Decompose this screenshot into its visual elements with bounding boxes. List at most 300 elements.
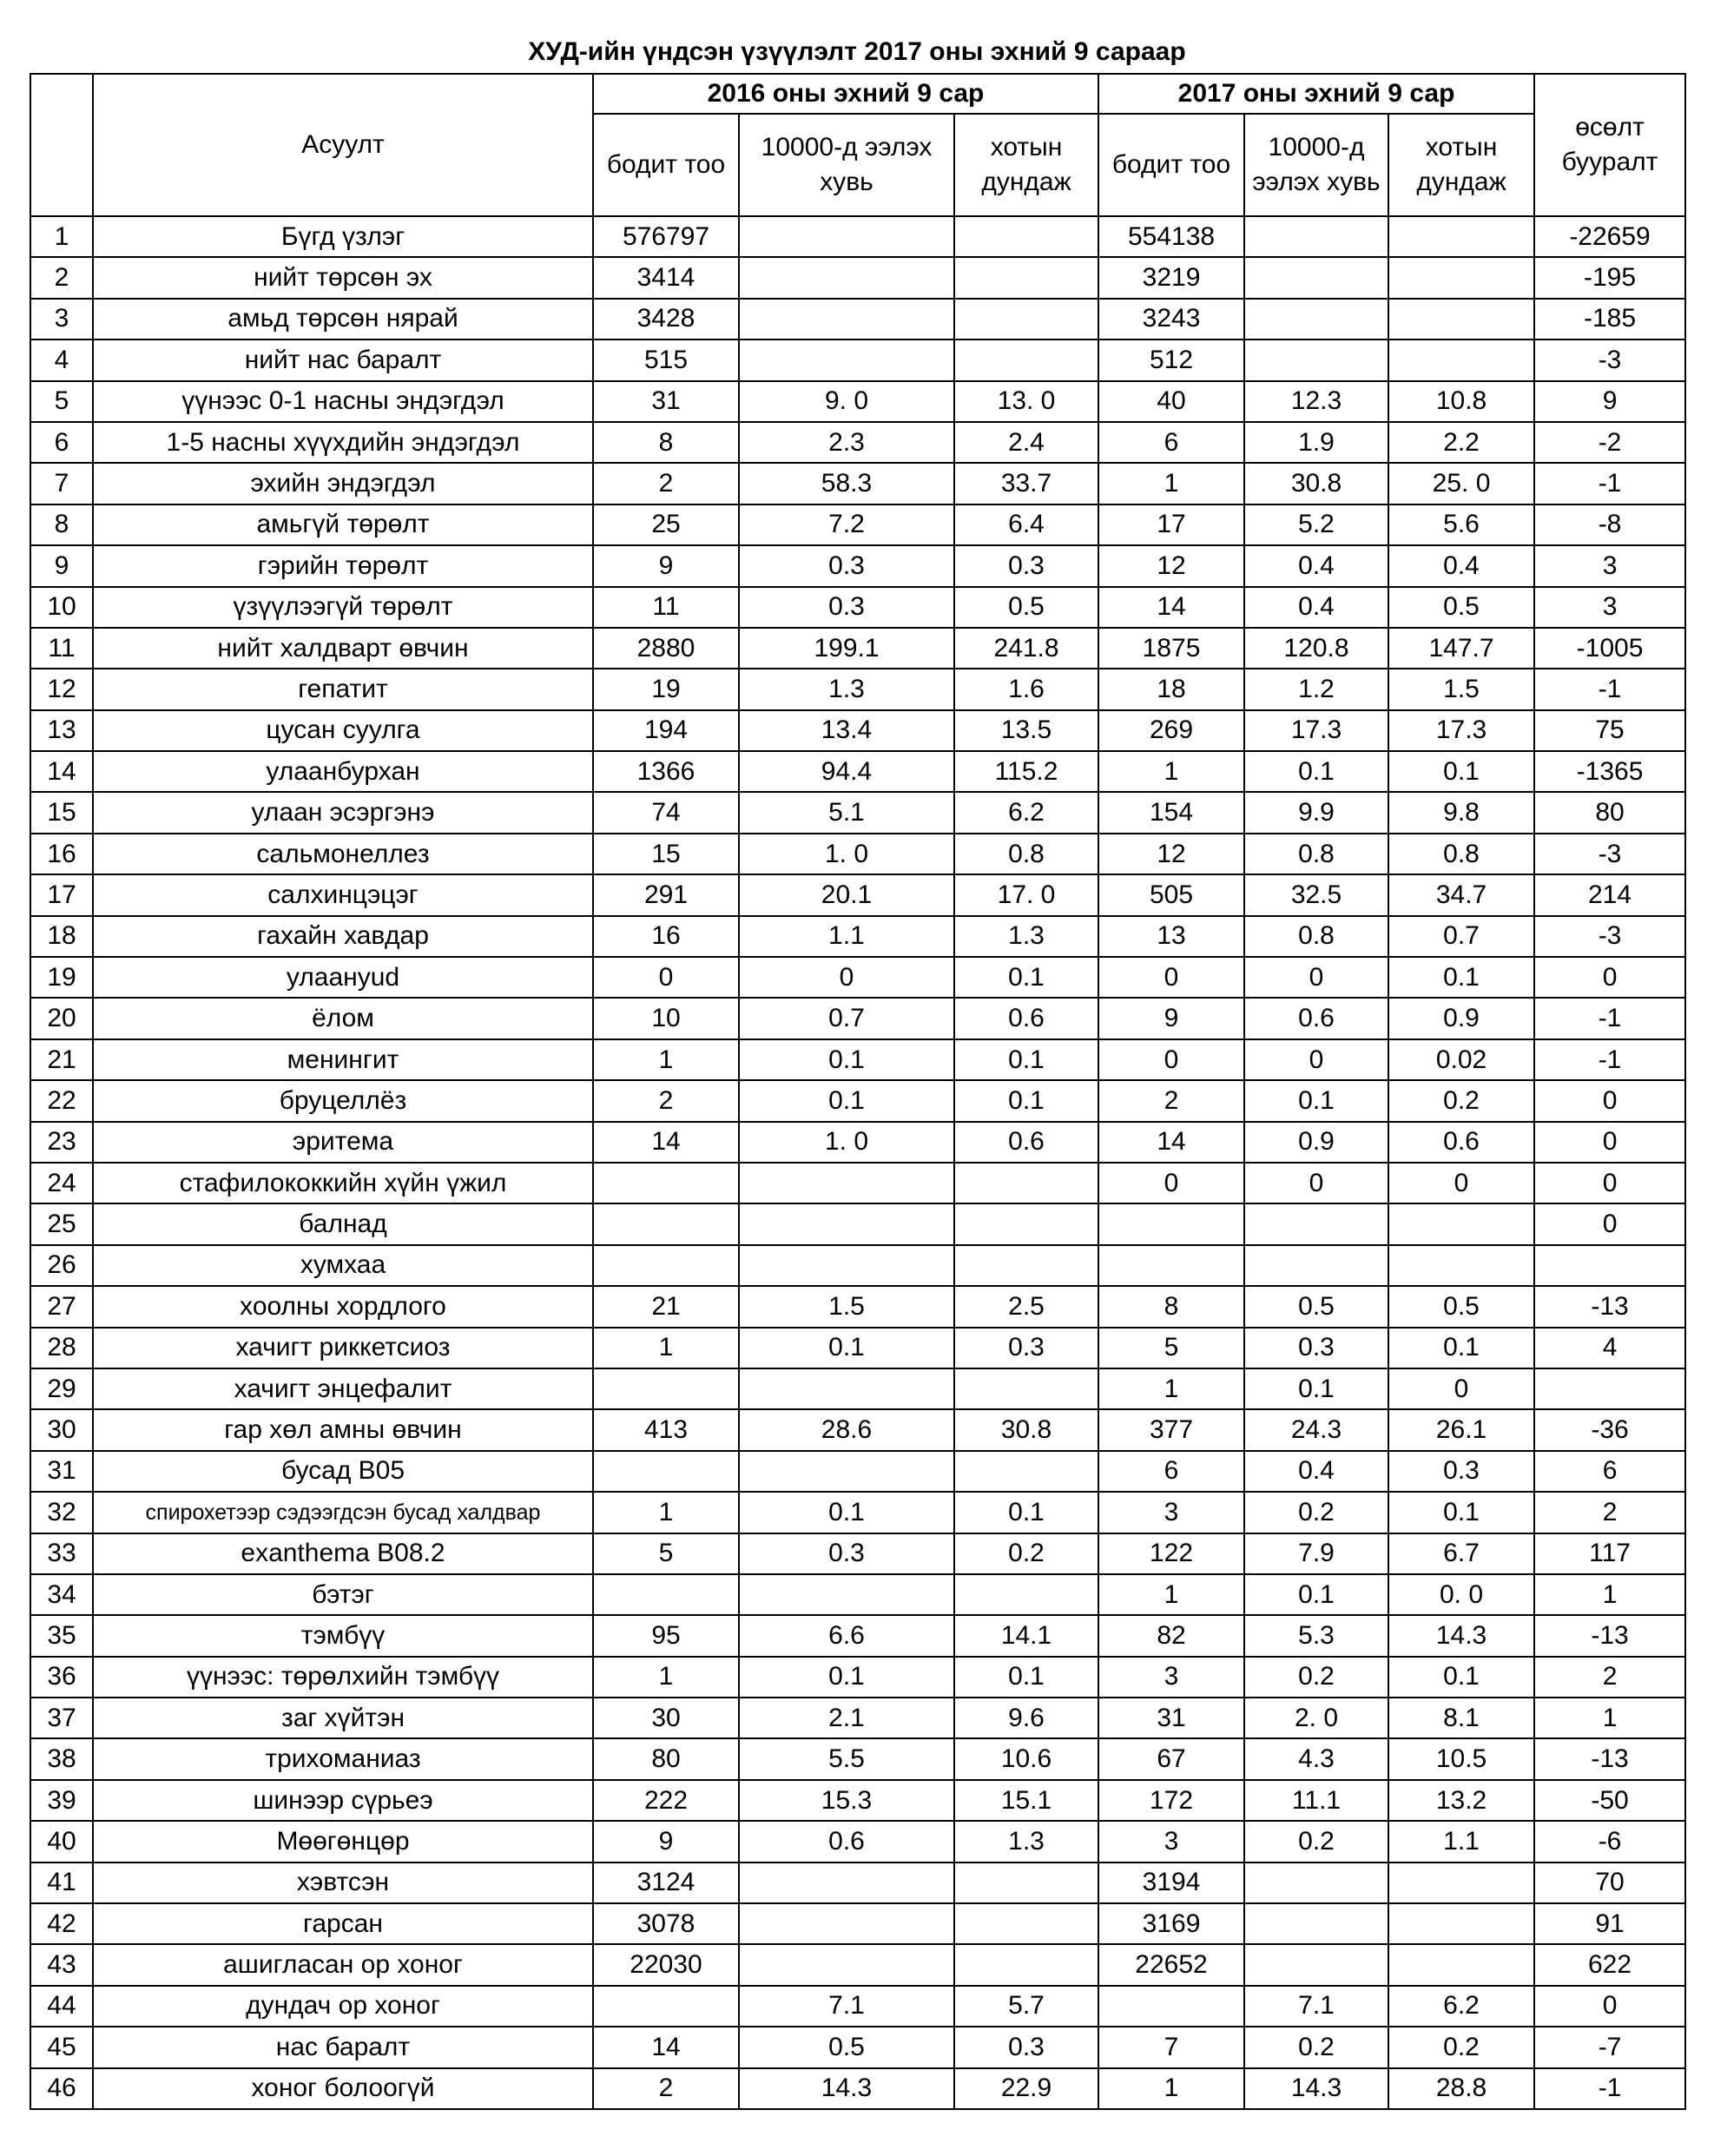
cell-row-number: 10 — [30, 587, 93, 628]
cell-city-avg-2017: 2.2 — [1388, 422, 1534, 463]
cell-rate-2017: 0.4 — [1244, 1451, 1388, 1492]
cell-rate-2016 — [739, 1368, 954, 1409]
table-row — [30, 422, 1685, 463]
cell-row-question: сальмонеллез — [93, 834, 593, 874]
cell-row-question: эхийн эндэгдэл — [93, 463, 593, 504]
cell-city-avg-2016: 13.5 — [954, 710, 1098, 751]
cell-actual-2017 — [1098, 1203, 1244, 1244]
cell-actual-2016: 291 — [593, 874, 739, 915]
table-body — [30, 216, 1685, 2109]
header-question: Асуулт — [93, 74, 593, 216]
cell-change: 0 — [1534, 957, 1685, 998]
cell-change: 0 — [1534, 1163, 1685, 1203]
cell-actual-2016: 74 — [593, 792, 739, 833]
cell-change: 4 — [1534, 1328, 1685, 1368]
cell-city-avg-2016 — [954, 1451, 1098, 1492]
cell-row-number: 5 — [30, 381, 93, 422]
cell-rate-2016: 14.3 — [739, 2068, 954, 2109]
cell-row-question: амьд төрсөн нярай — [93, 299, 593, 340]
cell-city-avg-2017 — [1388, 299, 1534, 340]
cell-city-avg-2016 — [954, 1574, 1098, 1615]
cell-city-avg-2016 — [954, 1163, 1098, 1203]
cell-rate-2017: 0.8 — [1244, 834, 1388, 874]
cell-actual-2017: 154 — [1098, 792, 1244, 833]
cell-rate-2017: 0.1 — [1244, 1080, 1388, 1121]
cell-rate-2017 — [1244, 1903, 1388, 1944]
cell-rate-2016: 0.6 — [739, 1821, 954, 1862]
cell-row-number: 20 — [30, 998, 93, 1038]
cell-row-question: цусан суулга — [93, 710, 593, 751]
cell-row-number: 21 — [30, 1039, 93, 1080]
cell-city-avg-2017: 14.3 — [1388, 1615, 1534, 1656]
cell-rate-2017: 24.3 — [1244, 1409, 1388, 1450]
cell-change: -195 — [1534, 257, 1685, 298]
cell-row-question: нийт төрсөн эх — [93, 257, 593, 298]
cell-actual-2016: 1366 — [593, 751, 739, 792]
cell-change: 9 — [1534, 381, 1685, 422]
cell-rate-2017: 30.8 — [1244, 463, 1388, 504]
cell-city-avg-2017: 26.1 — [1388, 1409, 1534, 1450]
cell-actual-2017: 31 — [1098, 1698, 1244, 1738]
cell-city-avg-2016: 0.1 — [954, 1492, 1098, 1533]
cell-city-avg-2016: 33.7 — [954, 463, 1098, 504]
cell-actual-2017: 0 — [1098, 1163, 1244, 1203]
cell-actual-2016: 515 — [593, 340, 739, 380]
cell-row-question: улаанбурхан — [93, 751, 593, 792]
cell-rate-2017: 0.6 — [1244, 998, 1388, 1038]
cell-row-number: 41 — [30, 1863, 93, 1903]
cell-row-number: 27 — [30, 1286, 93, 1327]
cell-row-question: гепатит — [93, 669, 593, 709]
cell-change: -185 — [1534, 299, 1685, 340]
cell-row-question: нас баралт — [93, 2027, 593, 2067]
table-row — [30, 1245, 1685, 1286]
cell-actual-2016: 1 — [593, 1657, 739, 1698]
cell-city-avg-2017 — [1388, 1944, 1534, 1985]
cell-actual-2017: 7 — [1098, 2027, 1244, 2067]
cell-actual-2016: 21 — [593, 1286, 739, 1327]
cell-city-avg-2017: 17.3 — [1388, 710, 1534, 751]
cell-rate-2017: 0.9 — [1244, 1122, 1388, 1163]
table-row — [30, 1533, 1685, 1574]
cell-rate-2016: 2.3 — [739, 422, 954, 463]
header-city-avg-2017: хотын дундаж — [1388, 114, 1534, 216]
cell-actual-2017: 1 — [1098, 1368, 1244, 1409]
cell-city-avg-2016: 30.8 — [954, 1409, 1098, 1450]
cell-actual-2016: 1 — [593, 1492, 739, 1533]
cell-actual-2017: 3219 — [1098, 257, 1244, 298]
cell-city-avg-2016 — [954, 1944, 1098, 1985]
cell-change: 214 — [1534, 874, 1685, 915]
cell-actual-2016: 3414 — [593, 257, 739, 298]
cell-row-question: гэрийн төрөлт — [93, 545, 593, 586]
cell-change: -50 — [1534, 1780, 1685, 1821]
cell-city-avg-2017: 0.2 — [1388, 1080, 1534, 1121]
cell-row-number: 15 — [30, 792, 93, 833]
cell-city-avg-2016: 6.2 — [954, 792, 1098, 833]
cell-change: 0 — [1534, 1122, 1685, 1163]
cell-change: -1 — [1534, 1039, 1685, 1080]
header-row-groups — [30, 74, 1685, 114]
table-row — [30, 1409, 1685, 1450]
cell-rate-2017 — [1244, 1944, 1388, 1985]
cell-row-question: бусад В05 — [93, 1451, 593, 1492]
cell-rate-2016 — [739, 1203, 954, 1244]
cell-city-avg-2016: 10.6 — [954, 1738, 1098, 1779]
cell-actual-2016 — [593, 1203, 739, 1244]
cell-rate-2016 — [739, 299, 954, 340]
cell-row-number: 33 — [30, 1533, 93, 1574]
cell-rate-2016: 0.7 — [739, 998, 954, 1038]
table-row — [30, 1863, 1685, 1903]
cell-actual-2017: 17 — [1098, 504, 1244, 545]
cell-actual-2017: 2 — [1098, 1080, 1244, 1121]
table-row — [30, 1039, 1685, 1080]
cell-row-question: менингит — [93, 1039, 593, 1080]
cell-row-question: Мөөгөнцөр — [93, 1821, 593, 1862]
cell-row-question: ёлом — [93, 998, 593, 1038]
cell-city-avg-2017: 0.1 — [1388, 1328, 1534, 1368]
cell-row-question: Бүгд үзлэг — [93, 216, 593, 257]
cell-row-number: 43 — [30, 1944, 93, 1985]
cell-change: -1 — [1534, 998, 1685, 1038]
cell-actual-2017: 14 — [1098, 1122, 1244, 1163]
table-row — [30, 916, 1685, 957]
cell-row-number: 13 — [30, 710, 93, 751]
cell-city-avg-2017: 10.5 — [1388, 1738, 1534, 1779]
cell-change: -6 — [1534, 1821, 1685, 1862]
cell-actual-2017: 172 — [1098, 1780, 1244, 1821]
cell-row-question: стафилококкийн хүйн үжил — [93, 1163, 593, 1203]
cell-actual-2017 — [1098, 1245, 1244, 1286]
cell-rate-2017 — [1244, 1203, 1388, 1244]
cell-actual-2017: 14 — [1098, 587, 1244, 628]
cell-row-number: 32 — [30, 1492, 93, 1533]
cell-actual-2017: 0 — [1098, 957, 1244, 998]
cell-city-avg-2016: 13. 0 — [954, 381, 1098, 422]
header-actual-2017: бодит тоо — [1098, 114, 1244, 216]
cell-row-question: хоолны хордлого — [93, 1286, 593, 1327]
cell-city-avg-2017: 0. 0 — [1388, 1574, 1534, 1615]
cell-actual-2016: 11 — [593, 587, 739, 628]
cell-rate-2016: 0.1 — [739, 1657, 954, 1698]
cell-change: 1 — [1534, 1698, 1685, 1738]
cell-rate-2016: 0 — [739, 957, 954, 998]
cell-actual-2016 — [593, 1986, 739, 2027]
cell-actual-2017: 6 — [1098, 1451, 1244, 1492]
cell-city-avg-2017: 0.7 — [1388, 916, 1534, 957]
cell-actual-2017: 3 — [1098, 1821, 1244, 1862]
cell-actual-2016: 8 — [593, 422, 739, 463]
cell-city-avg-2017: 0.1 — [1388, 751, 1534, 792]
cell-actual-2017: 554138 — [1098, 216, 1244, 257]
cell-row-question: ашигласан ор хоног — [93, 1944, 593, 1985]
cell-city-avg-2017 — [1388, 1203, 1534, 1244]
cell-city-avg-2016: 0.1 — [954, 1039, 1098, 1080]
cell-city-avg-2016: 5.7 — [954, 1986, 1098, 2027]
cell-change: -3 — [1534, 916, 1685, 957]
cell-rate-2017: 14.3 — [1244, 2068, 1388, 2109]
cell-rate-2017 — [1244, 257, 1388, 298]
cell-rate-2016 — [739, 1574, 954, 1615]
cell-actual-2017: 1875 — [1098, 628, 1244, 669]
cell-row-number: 31 — [30, 1451, 93, 1492]
cell-row-number: 30 — [30, 1409, 93, 1450]
table-row — [30, 792, 1685, 833]
cell-rate-2016: 15.3 — [739, 1780, 954, 1821]
cell-change: 75 — [1534, 710, 1685, 751]
cell-row-number: 2 — [30, 257, 93, 298]
table-row — [30, 587, 1685, 628]
cell-actual-2016 — [593, 1368, 739, 1409]
table-row — [30, 545, 1685, 586]
cell-rate-2016: 0.3 — [739, 1533, 954, 1574]
cell-row-question: балнад — [93, 1203, 593, 1244]
cell-row-number: 11 — [30, 628, 93, 669]
cell-change: -8 — [1534, 504, 1685, 545]
cell-rate-2017: 7.9 — [1244, 1533, 1388, 1574]
cell-row-number: 28 — [30, 1328, 93, 1368]
cell-city-avg-2017: 1.1 — [1388, 1821, 1534, 1862]
cell-actual-2017: 82 — [1098, 1615, 1244, 1656]
cell-city-avg-2017: 0.5 — [1388, 1286, 1534, 1327]
cell-city-avg-2017 — [1388, 257, 1534, 298]
cell-city-avg-2017: 0 — [1388, 1368, 1534, 1409]
cell-city-avg-2017: 0.02 — [1388, 1039, 1534, 1080]
cell-actual-2016: 25 — [593, 504, 739, 545]
cell-rate-2017: 32.5 — [1244, 874, 1388, 915]
cell-change: 70 — [1534, 1863, 1685, 1903]
table-row — [30, 669, 1685, 709]
cell-rate-2016 — [739, 1245, 954, 1286]
cell-change: -3 — [1534, 834, 1685, 874]
cell-rate-2017: 0.4 — [1244, 587, 1388, 628]
cell-rate-2017: 0.2 — [1244, 1492, 1388, 1533]
cell-rate-2017: 0 — [1244, 957, 1388, 998]
cell-change — [1534, 1368, 1685, 1409]
table-row — [30, 1163, 1685, 1203]
cell-actual-2016 — [593, 1245, 739, 1286]
table-row — [30, 1122, 1685, 1163]
table-row — [30, 1615, 1685, 1656]
cell-row-number: 29 — [30, 1368, 93, 1409]
cell-row-number: 38 — [30, 1738, 93, 1779]
cell-city-avg-2016: 0.2 — [954, 1533, 1098, 1574]
cell-city-avg-2016 — [954, 216, 1098, 257]
cell-city-avg-2016: 115.2 — [954, 751, 1098, 792]
cell-actual-2016 — [593, 1574, 739, 1615]
table-row — [30, 1451, 1685, 1492]
cell-change: -13 — [1534, 1738, 1685, 1779]
table-row — [30, 998, 1685, 1038]
cell-actual-2017: 122 — [1098, 1533, 1244, 1574]
cell-change: -22659 — [1534, 216, 1685, 257]
cell-row-question: улаан эсэргэнэ — [93, 792, 593, 833]
cell-row-number: 37 — [30, 1698, 93, 1738]
cell-actual-2017: 12 — [1098, 545, 1244, 586]
cell-row-question: үүнээс: төрөлхийн тэмбүү — [93, 1657, 593, 1698]
table-row — [30, 1821, 1685, 1862]
cell-city-avg-2016: 0.8 — [954, 834, 1098, 874]
cell-rate-2016 — [739, 257, 954, 298]
cell-rate-2017: 1.9 — [1244, 422, 1388, 463]
cell-rate-2017: 0 — [1244, 1163, 1388, 1203]
cell-actual-2017: 1 — [1098, 751, 1244, 792]
cell-rate-2016: 20.1 — [739, 874, 954, 915]
cell-rate-2016: 0.1 — [739, 1328, 954, 1368]
cell-row-question: нийт нас баралт — [93, 340, 593, 380]
table-row — [30, 216, 1685, 257]
cell-actual-2016: 3124 — [593, 1863, 739, 1903]
cell-row-number: 25 — [30, 1203, 93, 1244]
cell-rate-2016: 2.1 — [739, 1698, 954, 1738]
cell-actual-2016: 80 — [593, 1738, 739, 1779]
table-row — [30, 504, 1685, 545]
cell-row-number: 17 — [30, 874, 93, 915]
cell-city-avg-2017: 5.6 — [1388, 504, 1534, 545]
cell-city-avg-2017: 0.2 — [1388, 2027, 1534, 2067]
cell-change: -1 — [1534, 463, 1685, 504]
cell-actual-2016: 0 — [593, 957, 739, 998]
cell-row-number: 42 — [30, 1903, 93, 1944]
table-row — [30, 1203, 1685, 1244]
header-change: өсөлт бууралт — [1534, 74, 1685, 216]
cell-actual-2017: 8 — [1098, 1286, 1244, 1327]
cell-actual-2016: 22030 — [593, 1944, 739, 1985]
cell-row-number: 46 — [30, 2068, 93, 2109]
cell-change: 91 — [1534, 1903, 1685, 1944]
cell-city-avg-2017: 6.2 — [1388, 1986, 1534, 2027]
cell-change: 2 — [1534, 1492, 1685, 1533]
cell-city-avg-2017: 13.2 — [1388, 1780, 1534, 1821]
cell-rate-2016 — [739, 340, 954, 380]
cell-city-avg-2016: 0.1 — [954, 1080, 1098, 1121]
cell-rate-2017 — [1244, 1245, 1388, 1286]
cell-rate-2016 — [739, 1944, 954, 1985]
table-row — [30, 628, 1685, 669]
cell-rate-2016 — [739, 1163, 954, 1203]
cell-city-avg-2016: 0.6 — [954, 1122, 1098, 1163]
cell-rate-2017: 0.1 — [1244, 751, 1388, 792]
cell-city-avg-2017 — [1388, 1903, 1534, 1944]
cell-city-avg-2017: 9.8 — [1388, 792, 1534, 833]
cell-change: 117 — [1534, 1533, 1685, 1574]
cell-row-question: гахайн хавдар — [93, 916, 593, 957]
cell-row-number: 26 — [30, 1245, 93, 1286]
cell-rate-2016: 5.1 — [739, 792, 954, 833]
table-row — [30, 874, 1685, 915]
cell-actual-2016 — [593, 1451, 739, 1492]
cell-rate-2017: 17.3 — [1244, 710, 1388, 751]
cell-city-avg-2017: 28.8 — [1388, 2068, 1534, 2109]
cell-actual-2017: 0 — [1098, 1039, 1244, 1080]
cell-change: 0 — [1534, 1203, 1685, 1244]
cell-actual-2017: 1 — [1098, 463, 1244, 504]
cell-actual-2016: 222 — [593, 1780, 739, 1821]
cell-city-avg-2017: 0.1 — [1388, 1492, 1534, 1533]
cell-rate-2016: 199.1 — [739, 628, 954, 669]
table-row — [30, 1657, 1685, 1698]
cell-city-avg-2017: 1.5 — [1388, 669, 1534, 709]
cell-rate-2016: 5.5 — [739, 1738, 954, 1779]
table-row — [30, 1698, 1685, 1738]
cell-row-question: трихоманиаз — [93, 1738, 593, 1779]
table-row — [30, 710, 1685, 751]
table-row — [30, 751, 1685, 792]
cell-actual-2016: 413 — [593, 1409, 739, 1450]
cell-row-number: 18 — [30, 916, 93, 957]
cell-city-avg-2017: 34.7 — [1388, 874, 1534, 915]
cell-actual-2016: 30 — [593, 1698, 739, 1738]
table-row — [30, 2068, 1685, 2109]
cell-rate-2016: 0.3 — [739, 545, 954, 586]
cell-city-avg-2016: 0.6 — [954, 998, 1098, 1038]
cell-actual-2017: 505 — [1098, 874, 1244, 915]
cell-actual-2017: 9 — [1098, 998, 1244, 1038]
cell-row-question: 1-5 насны хүүхдийн эндэгдэл — [93, 422, 593, 463]
cell-rate-2017: 120.8 — [1244, 628, 1388, 669]
table-row — [30, 1738, 1685, 1779]
cell-rate-2016: 0.1 — [739, 1039, 954, 1080]
cell-actual-2017: 512 — [1098, 340, 1244, 380]
cell-row-number: 23 — [30, 1122, 93, 1163]
cell-row-question: exanthema B08.2 — [93, 1533, 593, 1574]
cell-actual-2016: 1 — [593, 1039, 739, 1080]
cell-actual-2016: 1 — [593, 1328, 739, 1368]
cell-rate-2017: 2. 0 — [1244, 1698, 1388, 1738]
cell-actual-2017: 5 — [1098, 1328, 1244, 1368]
cell-city-avg-2017: 0.4 — [1388, 545, 1534, 586]
cell-rate-2016 — [739, 1451, 954, 1492]
cell-actual-2017: 3 — [1098, 1492, 1244, 1533]
cell-rate-2017: 5.2 — [1244, 504, 1388, 545]
cell-rate-2017 — [1244, 216, 1388, 257]
cell-change: 0 — [1534, 1080, 1685, 1121]
cell-rate-2017 — [1244, 299, 1388, 340]
header-city-avg-2016: хотын дундаж — [954, 114, 1098, 216]
cell-city-avg-2016: 2.4 — [954, 422, 1098, 463]
cell-actual-2017: 40 — [1098, 381, 1244, 422]
cell-rate-2016: 7.1 — [739, 1986, 954, 2027]
cell-city-avg-2017: 0.1 — [1388, 1657, 1534, 1698]
cell-rate-2016 — [739, 1863, 954, 1903]
cell-row-number: 4 — [30, 340, 93, 380]
cell-change: -2 — [1534, 422, 1685, 463]
cell-row-question: спирохетээр сэдээгдсэн бусад халдвар — [93, 1492, 593, 1533]
cell-actual-2016: 95 — [593, 1615, 739, 1656]
cell-city-avg-2016: 1.3 — [954, 916, 1098, 957]
cell-city-avg-2017: 10.8 — [1388, 381, 1534, 422]
cell-row-question: үүнээс 0-1 насны эндэгдэл — [93, 381, 593, 422]
cell-row-question: нийт халдварт өвчин — [93, 628, 593, 669]
header-group-2017: 2017 оны эхний 9 сар — [1098, 74, 1534, 114]
cell-rate-2017: 0.1 — [1244, 1574, 1388, 1615]
cell-actual-2017: 3 — [1098, 1657, 1244, 1698]
cell-row-question: шинээр сүрьеэ — [93, 1780, 593, 1821]
cell-city-avg-2016: 0.5 — [954, 587, 1098, 628]
cell-actual-2017: 377 — [1098, 1409, 1244, 1450]
cell-city-avg-2016: 2.5 — [954, 1286, 1098, 1327]
cell-actual-2017: 3194 — [1098, 1863, 1244, 1903]
cell-row-number: 40 — [30, 1821, 93, 1862]
cell-city-avg-2016: 14.1 — [954, 1615, 1098, 1656]
cell-city-avg-2016 — [954, 1368, 1098, 1409]
cell-actual-2016: 3078 — [593, 1903, 739, 1944]
cell-change: 6 — [1534, 1451, 1685, 1492]
table-row — [30, 1780, 1685, 1821]
cell-rate-2016: 94.4 — [739, 751, 954, 792]
cell-change: -13 — [1534, 1615, 1685, 1656]
